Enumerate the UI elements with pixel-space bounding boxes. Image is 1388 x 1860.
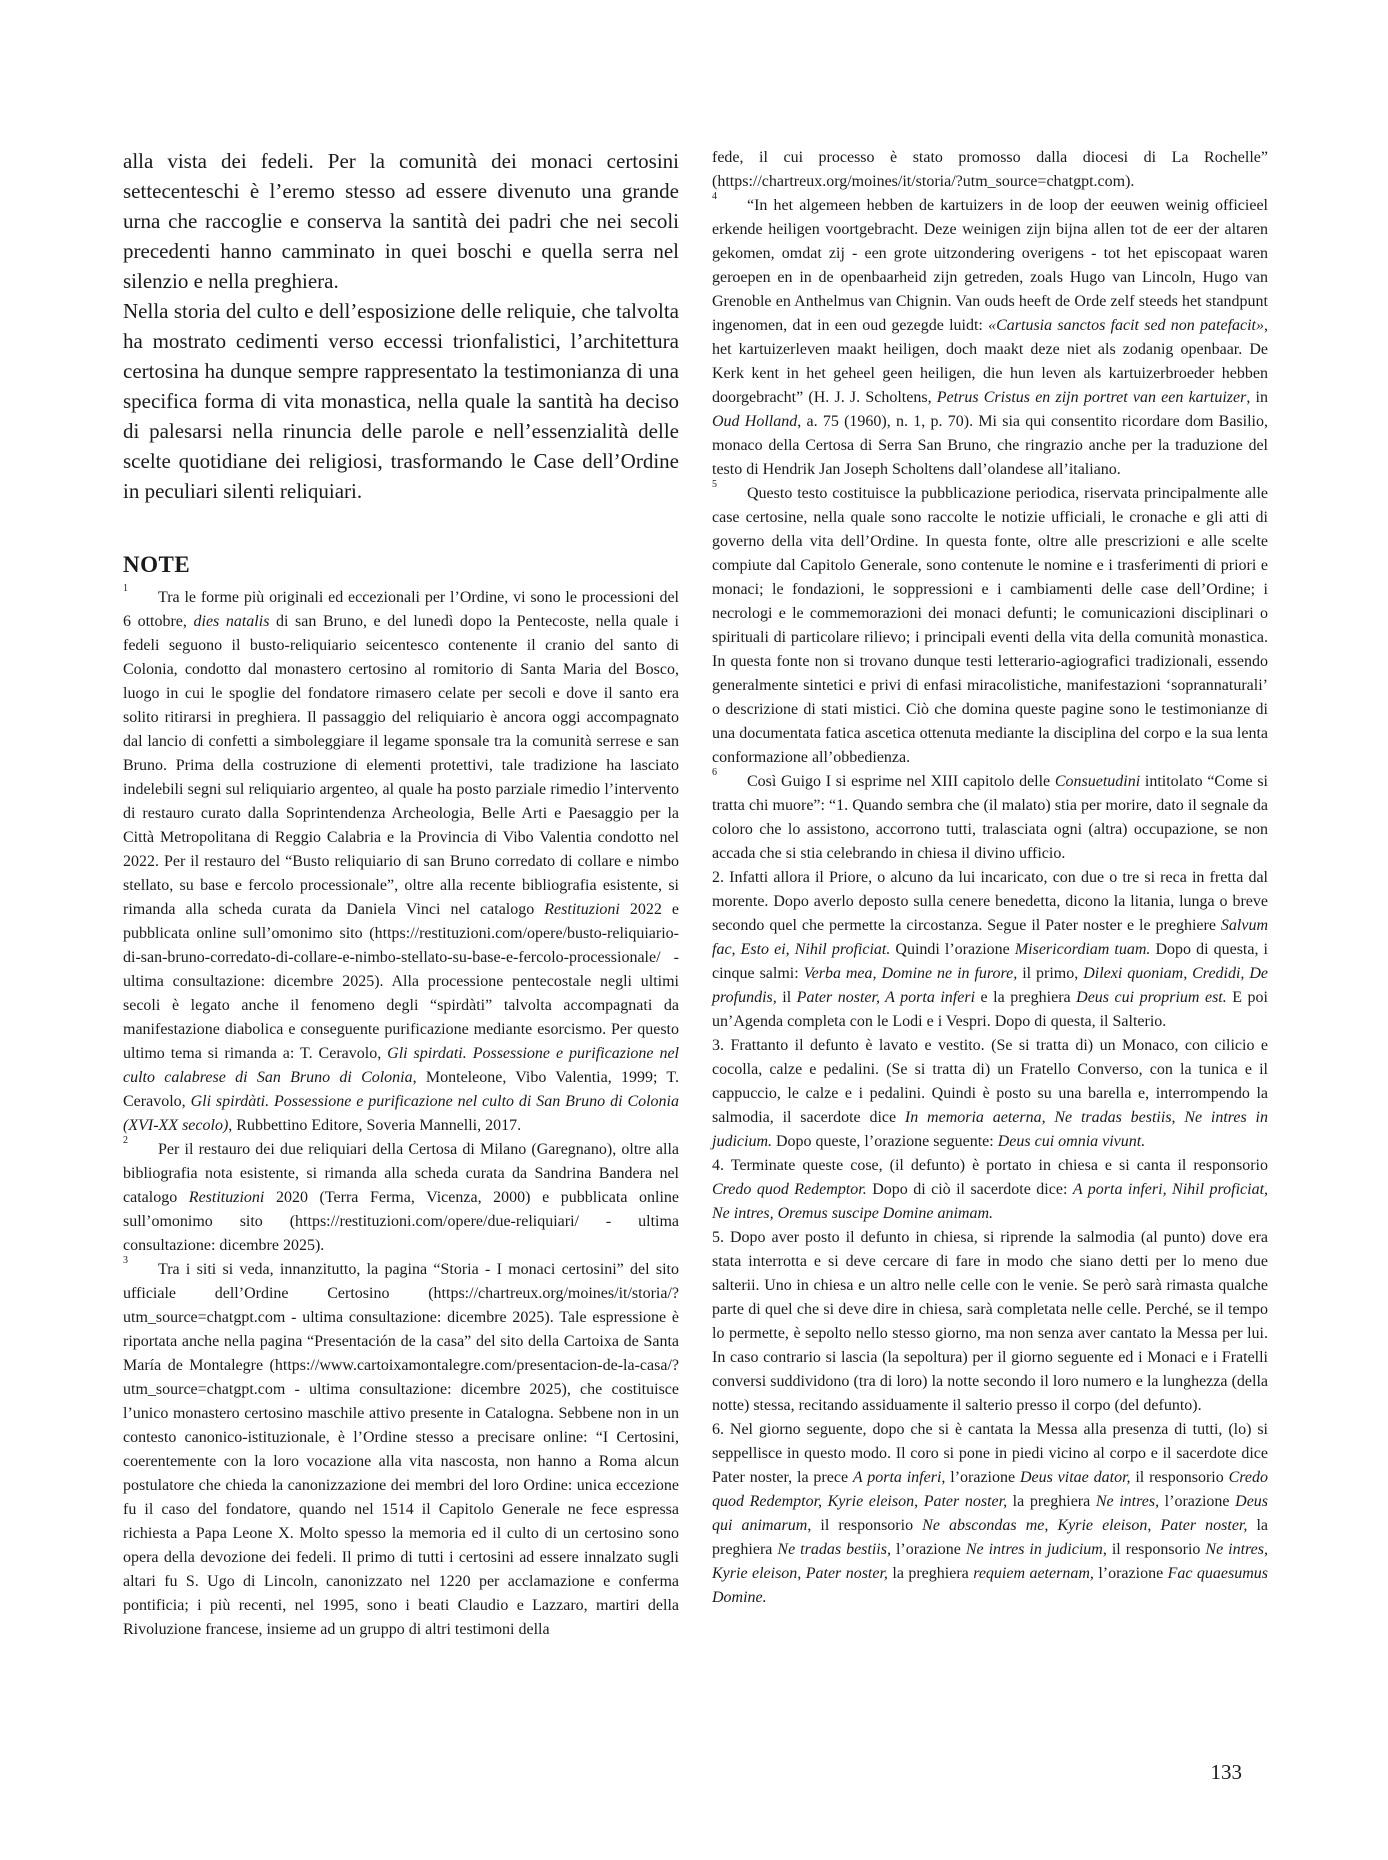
text-run: 4. Terminate queste cose, (il defunto) è portato in chiesa e si canta il responsorio [712,1157,1268,1174]
text-run: Così Guigo I si esprime nel XIII capitolo delle [747,773,1055,790]
italic-text: «Cartusia sanctos facit sed non patefacit» [988,317,1265,334]
text-run: il [776,989,797,1006]
text-run: Quindi l’orazione [890,941,1015,958]
right-column [712,146,1268,1610]
text-run: Tra le forme più originali ed eccezionali per l’Ordine, vi sono le processioni del 6 ottobre, [123,589,679,630]
note-number: 4 [712,190,717,202]
text-run: fede, il cui processo è stato promosso dalla diocesi di La Rochelle” (https://chartreux.org/moines/it/storia/?utm_source=chatgpt.com). [712,149,1268,190]
italic-text: Pater noster, A porta inferi [796,989,976,1006]
text-run: la preghiera [887,1565,974,1582]
note-number: 5 [712,478,717,490]
paragraph [712,1154,1268,1226]
text-run: 2022 e pubblicata online sull’omonimo sito (https://restituzioni.com/opere/busto-reliquiario-di-san-bruno-corredato-di-collare-e-nimbo-stellato-su-base-e-fercolo-processionale/ - ultima consultazione: dicembre 2025). Alla processione pentecostale negli ultimi secoli è legato anche il fenomeno degli “spirdàti” talvolta accompagnati da manifestazione diabolica e conseguente purificazione mediante esorcismo. Per questo ultimo tema si rimanda a: T. Ceravolo, [123,901,680,1062]
italic-text: Fac quaesumus Domine. [712,1565,1269,1606]
text-run: 5. Dopo aver posto il defunto in chiesa, si riprende la salmodia (al punto) dove era stata interrotta e si deve cercare di fare in modo che siano detti per lo meno due salterii. Uno in chiesa e un altro nelle celle con le venie. Se però sarà rimasta qualche parte di quel che si deve dire in chiesa, sarà completata nelle celle. Perché, se il tempo lo permette, è sepolto nello stesso giorno, ma non senza aver cantato la Messa per lui. In caso contrario si lascia (la sepoltura) per il giorno seguente ed i Monaci e i Fratelli conversi suddividono (tra di loro) la notte secondo il loro numero e la lunghezza (della notte) stessa, recitando assiduamente il salterio presso il corpo (del defunto). [712,1229,1268,1414]
paragraph [123,296,679,506]
note-paragraph [123,1254,679,1642]
text-run: 2020 (Terra Ferma, Vicenza, 2000) e pubblicata online sull’omonimo sito (https://restituzioni.com/opere/due-reliquiari/ - ultima consultazione: dicembre 2025). [123,1189,680,1254]
note-number: 1 [123,582,128,594]
text-run: , het kartuizerleven maakt heiligen, doch maakt deze niet als zodanig openbaar. De Kerk kent in het geheel geen heiligen, die hun leven als kartuizerbroeder hebben doorgebracht” (H. J. J. Scholtens, [712,317,1269,406]
text-run: Per il restauro dei due reliquiari della Certosa di Milano (Garegnano), oltre alla bibliografia nota esistente, si rimanda alla scheda curata da Sandrina Bandera nel catalogo [123,1141,679,1206]
italic-text: Verba mea, Domine ne in furore, [803,965,1018,982]
italic-text: Ne intres, [1095,1493,1160,1510]
text-run: l’orazione [945,1469,1020,1486]
text-run: , Monteleone, Vibo Valentia, 1999; T. Ceravolo, [123,1069,680,1110]
text-run: , il responsorio [807,1517,923,1534]
italic-text: Restituzioni [188,1189,265,1206]
notes-heading: NOTE [123,552,191,577]
italic-text: Restituzioni [544,901,620,918]
note-paragraph [712,478,1268,770]
italic-text: requiem aeternam, [973,1565,1094,1582]
italic-text: Ne intres, Kyrie eleison, Pater noster, [712,1541,1269,1582]
left-notes [123,582,680,1642]
italic-text: Misericordiam tuam. [1014,941,1151,958]
text-run: 2. Infatti allora il Priore, o alcuno da lui incaricato, con due o tre si reca in fretta dal morente. Dopo averlo deposto sulla cenere benedetta, dicono la litania, lunga o breve secondo quel che permette la circostanza. Segue il Pater noster e le preghiere [712,869,1268,934]
italic-text: In memoria aeterna, Ne tradas bestiis, Ne intres in judicium. [712,1109,1268,1150]
text-run: , il responsorio [1102,1541,1206,1558]
left-column [123,146,679,1642]
text-run: intitolato “Come si tratta chi muore”: “1. Quando sembra che (il malato) stia per morire, dato il segnale da coloro che lo assistono, accorrono tutti, tralasciata ogni (altra) occupazione, se non accada che si stia celebrando in chiesa il divino ufficio. [712,773,1268,862]
italic-text: Gli spirdàti. Possessione e purificazione nel culto di San Bruno di Colonia (XVI-XX secolo) [123,1093,680,1134]
right-notes [712,146,1268,1610]
paragraph [712,1418,1268,1610]
text-run: Nella storia del culto e dell’esposizione delle reliquie, che talvolta ha mostrato cedimenti verso eccessi trionfalistici, l’architettura certosina ha dunque sempre rappresentato la testimonianza di una specifica forma di vita monastica, nella quale la santità ha deciso di palesarsi nella rinuncia delle parole e nell’essenzialità delle scelte quotidiane dei religiosi, trasformando le Case dell’Ordine in peculiari silenti reliquiari. [123,299,679,503]
note-paragraph [123,1134,680,1258]
text-run: Dopo di ciò il sacerdote dice: [866,1181,1073,1198]
text-run: la preghiera [1007,1493,1096,1510]
italic-text: Oud Holland [712,413,798,430]
italic-text: Ne intres in judicium [965,1541,1103,1558]
text-run: , Rubbettino Editore, Soveria Mannelli, 2017. [228,1117,522,1134]
italic-text: Gli spirdati. Possessione e purificazione nel culto calabrese di San Bruno di Colonia [123,1045,679,1086]
text-run: “In het algemeen hebben de kartuizers in de loop der eeuwen weinig officieel erkende heiligen voortgebracht. Deze weinigen zijn bijna allen tot de eer der altaren gekomen, omdat zij - een grote uitzondering overigens - tot het episcopaat waren geroepen en in de openbaarheid zijn getreden, zoals Hugo van Lincoln, Hugo van Grenoble en Anthelmus van Chignin. Van ouds heeft de Orde zelf steeds het standpunt ingenomen, dat in een oud gezegde luidt: [712,197,1268,334]
italic-text: Deus cui omnia vivunt. [997,1133,1146,1150]
italic-text: Ne abscondas me, Kyrie eleison, Pater noster, [922,1517,1248,1534]
italic-text: dies natalis [193,613,270,630]
text-run: la preghiera [712,1517,1269,1558]
paragraph [712,146,1268,194]
note-paragraph [712,766,1268,866]
text-run: l’orazione [890,1541,966,1558]
text-run: il responsorio [1130,1469,1229,1486]
note-number: 2 [123,1134,128,1146]
text-run: di san Bruno, e del lunedì dopo la Pentecoste, nella quale i fedeli seguono il busto-reliquiario seicentesco contenente il cranio del santo di Colonia, condotto dal monastero certosino al romitorio di Santa Maria del Bosco, luogo in cui le spoglie del fondatore rimasero celate per secoli e dove il santo era solito ritirarsi in preghiera. Il passaggio del reliquiario è ancora oggi accompagnato dal lancio di confetti a simboleggiare il legame sponsale tra la comunità serrese e san Bruno. Prima della costruzione di elementi protettivi, tale tradizione ha lasciato indelebili segni sul reliquiario argenteo, al quale ha posto parziale rimedio l’intervento di restauro curato dalla Soprintendenza Archeologia, Belle Arti e Paesaggio per la Città Metropolitana di Reggio Calabria e la Provincia di Vibo Valentia condotto nel 2022. Per il restauro del “Busto reliquiario di san Bruno corredato di collare e nimbo stellato, su base e fercolo processionale”, oltre alla recente bibliografia esistente, si rimanda alla scheda curata da Daniela Vinci nel catalogo [123,613,679,918]
italic-text: Credo quod Redemptor. [712,1181,867,1198]
text-run: alla vista dei fedeli. Per la comunità dei monaci certosini settecenteschi è l’eremo stesso ad essere divenuto una grande urna che raccoglie e conserva la santità dei padri che nei secoli precedenti hanno camminato in quei boschi e quella serra nel silenzio e nella preghiera. [123,149,679,293]
page-number: 133 [1210,1760,1242,1784]
italic-text: Credo quod Redemptor, Kyrie eleison, Pater noster, [712,1469,1268,1510]
paragraph [123,146,679,296]
italic-text: Salvum fac, Esto ei, Nihil proficiat. [712,917,1268,958]
text-run: E poi un’Agenda completa con le Lodi e i Vespri. Dopo di questa, il Salterio. [712,989,1268,1030]
text-run: Dopo di questa, i cinque salmi: [712,941,1268,982]
paragraph [712,1034,1268,1154]
note-number: 6 [712,766,717,778]
text-run: Questo testo costituisce la pubblicazione periodica, riservata principalmente alle case certosine, nella quale sono raccolte le notizie ufficiali, le cronache e gli atti di governo della vita dell’Ordine. In questa fonte, oltre alle prescrizioni e alle scelte compiute dal Capitolo Generale, sono contenute le nomine e i trasferimenti di priori e monaci; le fondazioni, le soppressioni e i cambiamenti delle case dell’Ordine; i necrologi e le commemorazioni dei monaci defunti; le comunicazioni disciplinari o spirituali di particolare rilievo; i principali eventi della vita della comunità monastica. In questa fonte non si trovano dunque testi letterario-agiografici tradizionali, essendo generalmente sintetici e privi di enfasi miracolistiche, manifestazioni ‘soprannaturali’ o descrizione di stati mistici. Ciò che domina queste pagine sono le testimonianze di una documentata fatica ascetica ottenuta mediante la disciplina del corpo e la sua lenta conformazione all’obbedienza. [712,485,1268,766]
italic-text: Dilexi quoniam, Credidi, De profundis, [712,965,1269,1006]
italic-text: Petrus Cristus en zijn portret van een kartuizer [936,389,1247,406]
italic-text: Ne tradas bestiis, [777,1541,891,1558]
text-run: e la preghiera [975,989,1077,1006]
italic-text: Consuetudini [1054,773,1141,790]
italic-text: A porta inferi, [852,1469,946,1486]
text-run: Dopo queste, l’orazione seguente: [772,1133,998,1150]
text-run: il primo, [1017,965,1084,982]
text-run: 3. Frattanto il defunto è lavato e vestito. (Se si tratta di) un Monaco, con cilicio e cocolla, calze e pedalini. (Se si tratta di) un Fratello Converso, con la tunica e il cappuccio, le calze e i pedalini. Quindi è posto su una barella e, interrompendo la salmodia, il sacerdote dice [712,1037,1268,1126]
note-paragraph [712,190,1269,482]
italic-text: Deus vitae dator, [1019,1469,1131,1486]
text-run: , a. 75 (1960), n. 1, p. 70). Mi sia qui consentito ricordare dom Basilio, monaco della Certosa di Serra San Bruno, che ringrazio anche per la traduzione del testo di Hendrik Jan Joseph Scholtens dall’olandese all’italiano. [712,413,1268,478]
italic-text: Deus qui animarum [712,1493,1269,1534]
text-run: l’orazione [1093,1565,1168,1582]
text-run: , in [1246,389,1268,406]
paragraph [712,1226,1268,1418]
note-number: 3 [123,1254,128,1266]
italic-text: Deus cui proprium est. [1076,989,1227,1006]
text-run: 6. Nel giorno seguente, dopo che si è cantata la Messa alla presenza di tutti, (lo) si seppellisce in questo modo. Il coro si pone in piedi vicino al corpo e il sacerdote dice Pater noster, la prece [712,1421,1268,1486]
paragraph [712,866,1268,1034]
body-text [123,146,679,506]
note-paragraph [123,582,680,1138]
text-run: Tra i siti si veda, innanzitutto, la pagina “Storia - I monaci certosini” del sito ufficiale dell’Ordine Certosino (https://chartreux.org/moines/it/storia/?utm_source=chatgpt.com - ultima consultazione: dicembre 2025). Tale espressione è riportata anche nella pagina “Presentación de la casa” del sito della Cartoixa de Santa María de Montalegre (https://www.cartoixamontalegre.com/presentacion-de-la-casa/?utm_source=chatgpt.com - ultima consultazione: dicembre 2025), che costituisce l’unico monastero certosino maschile attivo presente in Catalogna. Sebbene non in un contesto canonico-istituzionale, è l’Ordine stesso a precisare online: “I Certosini, coerentemente con la loro vocazione alla vita nascosta, non hanno a Roma alcun postulatore che chieda la canonizzazione dei membri del loro Ordine: unica eccezione fu il caso del fondatore, quando nel 1514 il Capitolo Generale ne fece espressa richiesta a Papa Leone X. Molto spesso la memoria ed il culto di un certosino sono opera della devozione dei fedeli. Il primo di tutti i certosini ad essere innalzato sugli altari fu S. Ugo di Lincoln, canonizzato nel 1220 per acclamazione e conferma pontificia; i più recenti, nel 1995, sono i beati Claudio e Lazzaro, martiri della Rivoluzione francese, insieme ad un gruppo di altri testimoni della [123,1261,679,1638]
italic-text: A porta inferi, Nihil proficiat, Ne intres, Oremus suscipe Domine animam. [712,1181,1269,1222]
text-run: l’orazione [1159,1493,1236,1510]
